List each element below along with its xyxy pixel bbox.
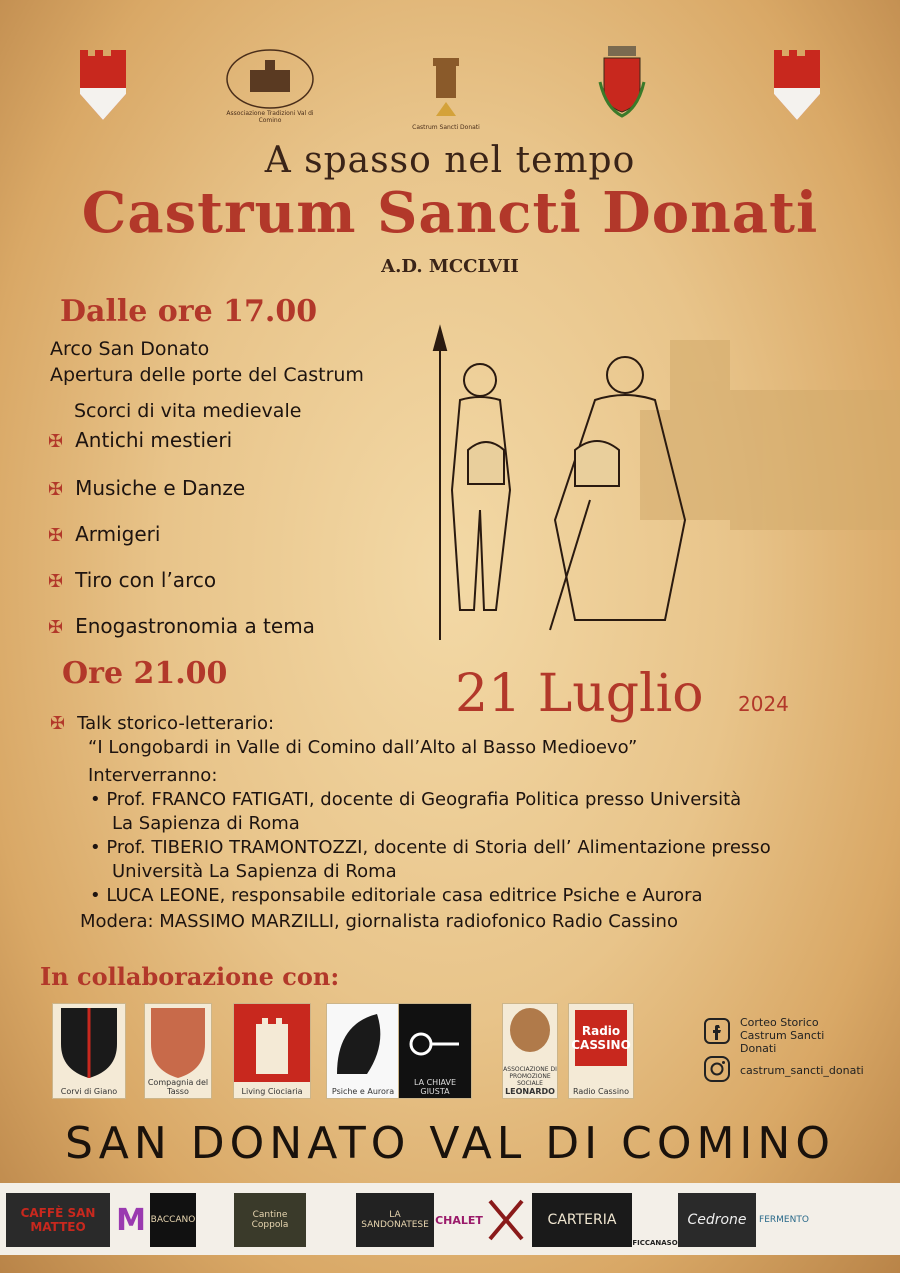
talk-label: ✠ Talk storico-letterario: (50, 713, 275, 734)
event-year-roman: A.D. MCCLVII (381, 256, 519, 277)
sponsor-logo (308, 1193, 354, 1247)
sponsor-logo: BACCANO (150, 1193, 196, 1247)
key-icon (399, 1004, 471, 1082)
sponsor-logo (484, 1193, 528, 1247)
moderator: Modera: MASSIMO MARZILLI, giornalista radiofonico Radio Cassino (80, 911, 678, 932)
list-item: ✠ Antichi mestieri (48, 428, 233, 452)
templar-cross-icon: ✠ (48, 431, 64, 452)
templar-cross-icon: ✠ (48, 571, 64, 592)
leonardo-portrait-icon (503, 1004, 557, 1052)
sponsor-logo (200, 1193, 230, 1247)
crossed-swords-icon (486, 1197, 526, 1243)
partner-logo: Compagnia del Tasso (144, 1003, 212, 1099)
right-flag-icon (774, 50, 820, 120)
templar-cross-icon: ✠ (50, 713, 66, 734)
speaker-1: • Prof. FRANCO FATIGATI, docente di Geografia Politica presso Università (90, 789, 742, 810)
instagram-link[interactable]: castrum_sancti_donati (740, 1064, 864, 1077)
sponsor-logo: FERMENTO (758, 1193, 810, 1247)
sponsor-logo: CHALET (436, 1193, 482, 1247)
association-logo-caption: Associazione Tradizioni Val di Comino (226, 110, 314, 124)
medieval-life-line: Scorci di vita medievale (74, 400, 302, 422)
facebook-icon[interactable] (704, 1018, 730, 1044)
event-subtitle: A spasso nel tempo (264, 140, 636, 181)
speaker-2-cont: Università La Sapienza di Roma (112, 861, 397, 882)
partner-logo: LA CHIAVE GIUSTA (398, 1003, 472, 1099)
castrum-logo-icon (404, 42, 488, 122)
tower-icon (234, 1004, 310, 1082)
location-line: Arco San Donato (50, 338, 210, 360)
face-profile-icon (327, 1004, 399, 1082)
medieval-knights-illustration (400, 320, 900, 660)
facebook-link[interactable]: Corteo Storico Castrum Sancti Donati (740, 1016, 825, 1055)
sponsor-logo: CARTERIA (532, 1193, 632, 1247)
collaboration-heading: In collaborazione con: (40, 962, 340, 991)
instagram-icon[interactable] (704, 1056, 730, 1082)
event-title: Castrum Sancti Donati (81, 180, 819, 246)
sponsor-logo: LA SANDONATESE (356, 1193, 434, 1247)
event-date: 21 Luglio (455, 664, 704, 724)
talk-section (50, 712, 860, 934)
sponsor-logo: Cantine Coppola (234, 1193, 306, 1247)
sponsor-logo: Cedrone (678, 1193, 756, 1247)
partner-logo: ASSOCIAZIONE DI PROMOZIONE SOCIALE LEONARDO (502, 1003, 558, 1099)
list-item: ✠ Enogastronomia a tema (48, 614, 315, 638)
dragon-shield-icon (145, 1004, 211, 1082)
list-item: ✠ Tiro con l’arco (48, 568, 217, 592)
sponsor-logo: FICCANASO (634, 1193, 676, 1247)
radio-cassino-logo: Radio CASSINO (575, 1010, 627, 1066)
castrum-logo-text: Castrum Sancti Donati (412, 124, 480, 131)
partner-logo: Living Ciociaria (233, 1003, 311, 1099)
sponsor-logo: M (114, 1193, 148, 1247)
afternoon-heading: Dalle ore 17.00 (60, 294, 318, 329)
association-logo-icon (225, 48, 315, 110)
speaker-1-cont: La Sapienza di Roma (112, 813, 300, 834)
speaker-3: • LUCA LEONE, responsabile editoriale casa editrice Psiche e Aurora (90, 885, 703, 906)
talk-title: “I Longobardi in Valle di Comino dall’Alto al Basso Medioevo” (88, 737, 638, 758)
partner-logo: Corvi di Giano (52, 1003, 126, 1099)
list-item: ✠ Armigeri (48, 522, 161, 546)
municipal-coat-of-arms-icon (596, 42, 648, 120)
shield-icon (53, 1004, 125, 1082)
speakers-label: Interverranno: (88, 765, 218, 786)
templar-cross-icon: ✠ (48, 479, 64, 500)
partner-logo: Radio CASSINO Radio Cassino (568, 1003, 634, 1099)
left-flag-icon (80, 50, 126, 120)
templar-cross-icon: ✠ (48, 525, 64, 546)
speaker-2: • Prof. TIBERIO TRAMONTOZZI, docente di Storia dell’ Alimentazione presso (90, 837, 771, 858)
sponsor-logo: CAFFÈ SAN MATTEO (6, 1193, 110, 1247)
templar-cross-icon: ✠ (48, 617, 64, 638)
partner-logo: Psiche e Aurora (326, 1003, 400, 1099)
list-item: ✠ Musiche e Danze (48, 476, 246, 500)
event-year: 2024 (738, 692, 789, 716)
town-name: SAN DONATO VAL DI COMINO (65, 1118, 835, 1169)
opening-line: Apertura delle porte del Castrum (50, 364, 364, 386)
evening-heading: Ore 21.00 (62, 656, 228, 691)
